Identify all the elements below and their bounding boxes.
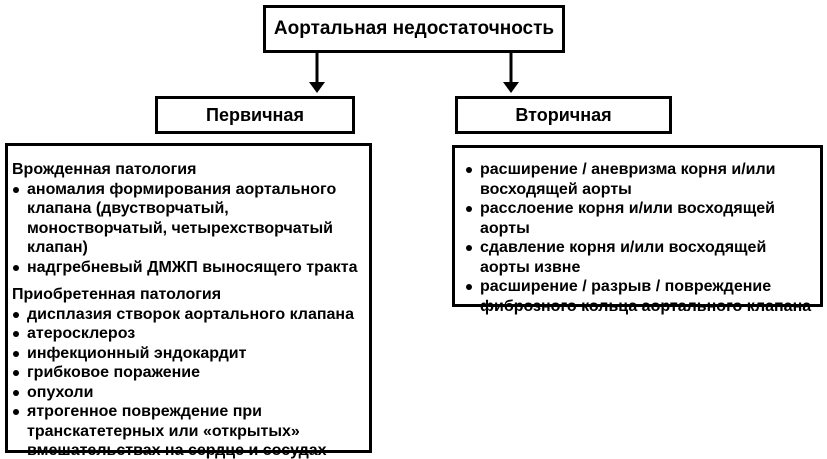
list-item xyxy=(12,180,365,258)
primary-branch-label: Первичная xyxy=(206,104,304,125)
list-item xyxy=(465,238,814,277)
primary-details-box xyxy=(5,143,372,459)
list-item-text: расслоение корня и/или восходящей аорты xyxy=(480,200,775,237)
list-item-text: опухоли xyxy=(27,383,94,401)
list-item-text: грибковое поражение xyxy=(27,364,201,381)
list-item-text: дисплазия створок аортального клапана xyxy=(27,305,354,323)
root-node xyxy=(263,5,565,53)
bullet-icon xyxy=(13,187,19,193)
arrow-head-icon xyxy=(309,82,325,93)
down-arrow-to-secondary xyxy=(503,53,519,93)
list-item-text: расширение / разрыв / повреждение фиброзного кольца аортального клапана xyxy=(480,278,812,315)
bullet-icon xyxy=(466,206,472,212)
list-item xyxy=(465,277,814,316)
bullet-icon xyxy=(13,312,19,318)
bullet-icon xyxy=(13,331,19,337)
secondary-details-box xyxy=(452,145,823,315)
list-item xyxy=(465,199,814,238)
list-item xyxy=(465,160,814,199)
congenital-section-heading: Врожденная патология xyxy=(12,161,197,178)
list-item-text: сдавление корня и/или восходящей аорты извне xyxy=(480,239,767,276)
list-item-text: аномалия формирования аортального клапана (двустворчатый, моностворчатый, четырехстворчатый клапан) xyxy=(27,180,337,256)
list-item-text: надгребневый ДМЖП выносящего тракта xyxy=(27,258,358,276)
secondary-items-list xyxy=(465,160,814,316)
bullet-icon xyxy=(466,245,472,251)
list-item xyxy=(12,324,365,344)
congenital-items-list xyxy=(12,180,365,278)
arrow-stem xyxy=(510,53,513,82)
list-item-text: инфекционный эндокардит xyxy=(27,344,247,362)
list-item-text: атеросклероз xyxy=(27,325,136,342)
bullet-icon xyxy=(13,351,19,357)
list-item xyxy=(12,363,365,383)
secondary-branch-node xyxy=(455,96,672,134)
bullet-icon xyxy=(13,390,19,396)
list-item xyxy=(12,305,365,325)
acquired-section-heading: Приобретенная патология xyxy=(12,286,222,303)
root-node-label: Аортальная недостаточность xyxy=(273,18,555,39)
secondary-branch-label: Вторичная xyxy=(515,104,612,125)
list-item xyxy=(12,383,365,403)
arrow-stem xyxy=(316,53,319,82)
bullet-icon xyxy=(13,370,19,376)
bullet-icon xyxy=(466,284,472,290)
list-item xyxy=(12,344,365,364)
list-item-text: расширение / аневризма корня и/или восходящей аорты xyxy=(480,161,776,198)
primary-branch-node xyxy=(155,96,355,134)
list-item xyxy=(12,258,365,278)
bullet-icon xyxy=(466,167,472,173)
down-arrow-to-primary xyxy=(309,53,325,93)
list-item-text: ятрогенное повреждение при транскатетерных или «открытых» вмешательствах на сердце и сосудах xyxy=(27,403,327,459)
bullet-icon xyxy=(13,409,19,415)
list-item xyxy=(12,402,365,459)
bullet-icon xyxy=(13,265,19,271)
acquired-items-list xyxy=(12,305,365,459)
arrow-head-icon xyxy=(503,82,519,93)
